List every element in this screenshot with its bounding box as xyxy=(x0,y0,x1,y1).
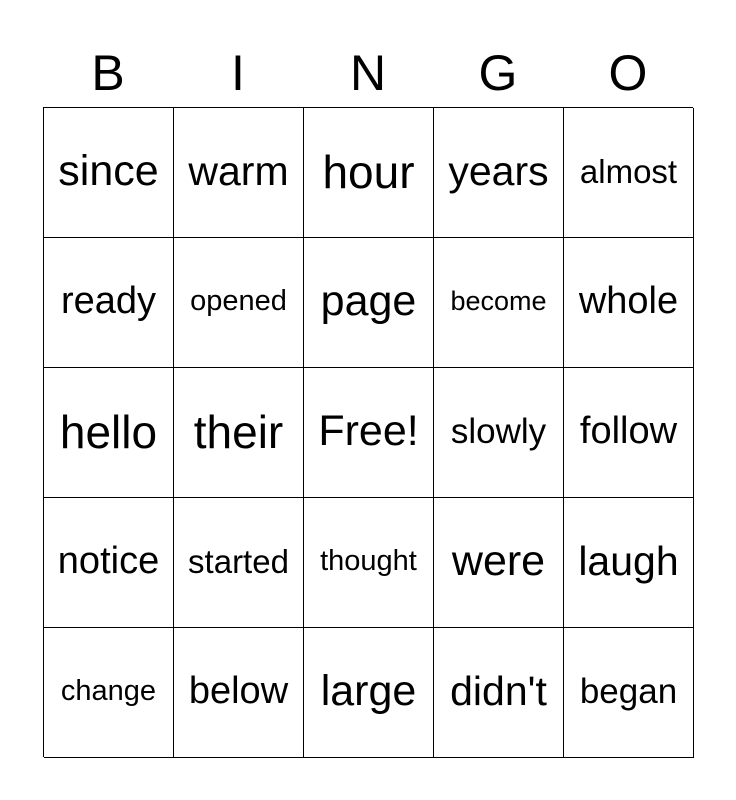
header-letter-o: O xyxy=(608,45,648,101)
bingo-cell[interactable]: large xyxy=(304,628,434,758)
bingo-cell[interactable]: thought xyxy=(304,498,434,628)
bingo-cell[interactable]: began xyxy=(564,628,694,758)
header-letter-n: N xyxy=(349,45,387,101)
bingo-cell[interactable]: started xyxy=(174,498,304,628)
header-letter-i: I xyxy=(231,45,245,101)
bingo-cell[interactable]: laugh xyxy=(564,498,694,628)
bingo-cell[interactable]: since xyxy=(44,108,174,238)
bingo-cell[interactable]: below xyxy=(174,628,304,758)
bingo-cell[interactable]: ready xyxy=(44,238,174,368)
bingo-cell[interactable]: were xyxy=(434,498,564,628)
bingo-cell[interactable]: almost xyxy=(564,108,694,238)
bingo-cell[interactable]: notice xyxy=(44,498,174,628)
bingo-cell[interactable]: years xyxy=(434,108,564,238)
header-letter-b: B xyxy=(91,45,125,101)
header-letter-g: G xyxy=(478,45,518,101)
bingo-board xyxy=(43,107,693,757)
bingo-header xyxy=(43,40,693,106)
bingo-cell[interactable]: follow xyxy=(564,368,694,498)
bingo-cell[interactable]: change xyxy=(44,628,174,758)
bingo-cell[interactable]: warm xyxy=(174,108,304,238)
bingo-cell[interactable]: page xyxy=(304,238,434,368)
bingo-cell[interactable]: become xyxy=(434,238,564,368)
bingo-cell[interactable]: hello xyxy=(44,368,174,498)
bingo-cell[interactable]: hour xyxy=(304,108,434,238)
bingo-cell[interactable]: didn't xyxy=(434,628,564,758)
bingo-cell[interactable]: whole xyxy=(564,238,694,368)
bingo-cell[interactable]: slowly xyxy=(434,368,564,498)
bingo-cell[interactable]: opened xyxy=(174,238,304,368)
free-space-cell[interactable]: Free! xyxy=(304,368,434,498)
bingo-cell[interactable]: their xyxy=(174,368,304,498)
